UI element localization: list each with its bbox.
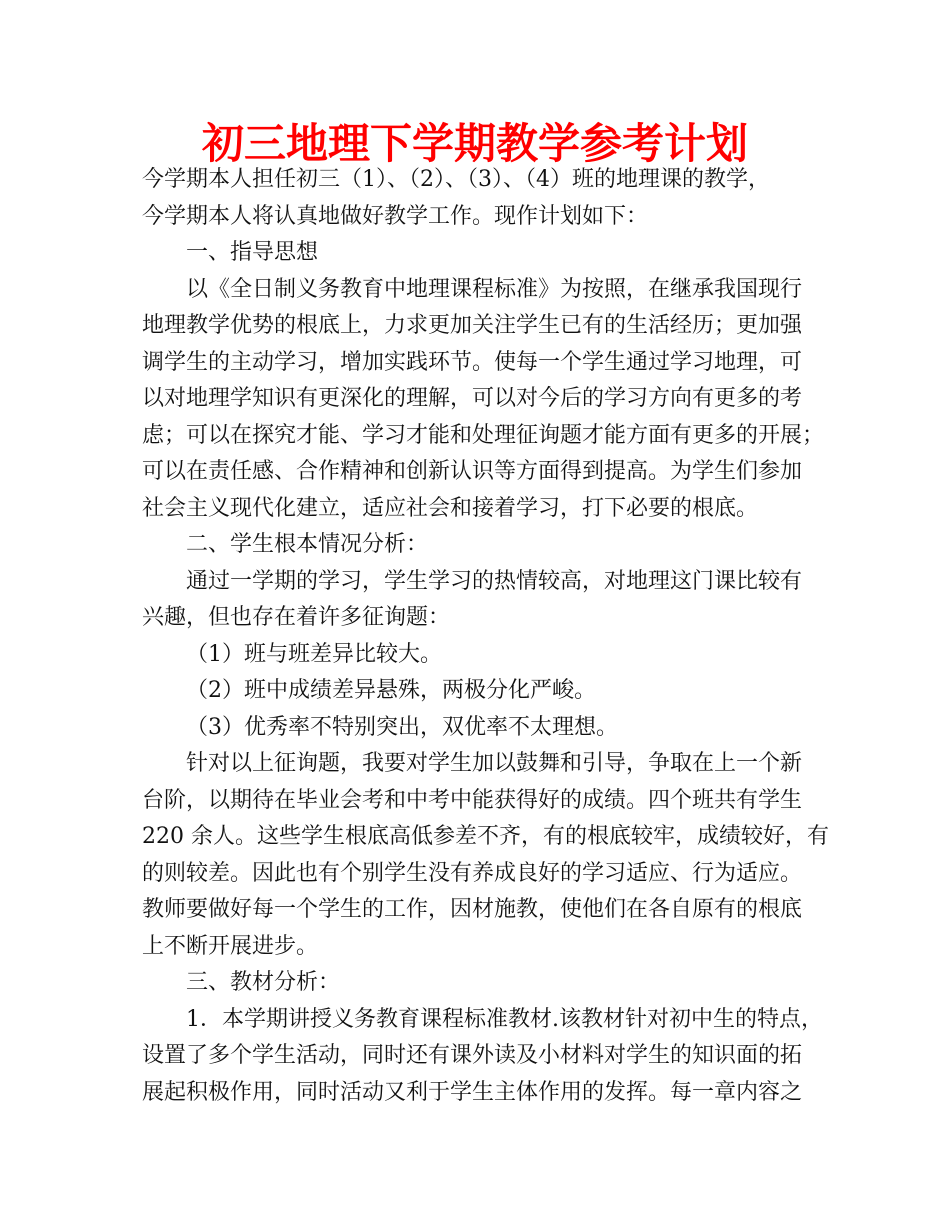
- paragraph-line: 兴趣，但也存在着许多征询题：: [142, 605, 451, 630]
- paragraph-line: 今学期本人将认真地做好教学工作。现作计划如下：: [142, 203, 649, 229]
- paragraph-line: 可以在责任感、合作精神和创新认识等方面得到提高。为学生们参加: [142, 459, 803, 484]
- paragraph-line: 的则较差。因此也有个别学生没有养成良好的学习适应、行为适应。: [142, 860, 803, 886]
- paragraph-line: 虑；可以在探究才能、学习才能和处理征询题才能方面有更多的开展；: [142, 422, 825, 448]
- paragraph-line: 通过一学期的学习，学生学习的热情较高，对地理这门课比较有: [186, 568, 803, 594]
- paragraph-line: 展起积极作用，同时活动又利于学生主体作用的发挥。每一章内容之: [142, 1079, 803, 1105]
- list-item: （3）优秀率不特别突出，双优率不太理想。: [186, 714, 618, 740]
- paragraph-line: 地理教学优势的根底上，力求更加关注学生已有的生活经历；更加强: [142, 313, 803, 338]
- paragraph-line: 设置了多个学生活动，同时还有课外读及小材料对学生的知识面的拓: [142, 1043, 803, 1068]
- section-heading: 一、指导思想: [186, 240, 319, 265]
- list-item: （2）班中成绩差异悬殊，两极分化严峻。: [186, 678, 596, 703]
- section-heading: 二、学生根本情况分析：: [186, 532, 429, 557]
- paragraph-line: 1．本学期讲授义务教育课程标准教材.该教材针对初中生的特点，: [186, 1006, 823, 1032]
- paragraph-line: 调学生的主动学习，增加实践环节。使每一个学生通过学习地理，可: [142, 349, 803, 375]
- paragraph-line: 今学期本人担任初三（1）、（2）、（3）、（4）班的地理课的教学，: [142, 167, 770, 192]
- paragraph-line: 上不断开展进步。: [142, 933, 319, 959]
- paragraph-line: 针对以上征询题，我要对学生加以鼓舞和引导，争取在上一个新: [186, 751, 803, 776]
- paragraph-line: 以对地理学知识有更深化的理解，可以对今后的学习方向有更多的考: [142, 386, 803, 411]
- paragraph-line: 社会主义现代化建立，适应社会和接着学习，打下必要的根底。: [142, 495, 759, 521]
- paragraph-line: 教师要做好每一个学生的工作，因材施教，使他们在各自原有的根底: [142, 897, 803, 922]
- paragraph-line: 台阶，以期待在毕业会考和中考中能获得好的成绩。四个班共有学生: [142, 787, 803, 813]
- document-title: 初三地理下学期教学参考计划: [201, 119, 748, 168]
- paragraph-line: 220 余人。这些学生根底高低参差不齐，有的根底较牢，成绩较好，有: [142, 824, 829, 849]
- list-item: （1）班与班差异比较大。: [186, 641, 442, 667]
- document-body: [142, 162, 829, 1111]
- paragraph-line: 以《全日制义务教育中地理课程标准》为按照，在继承我国现行: [186, 276, 803, 302]
- section-heading: 三、教材分析：: [186, 970, 341, 995]
